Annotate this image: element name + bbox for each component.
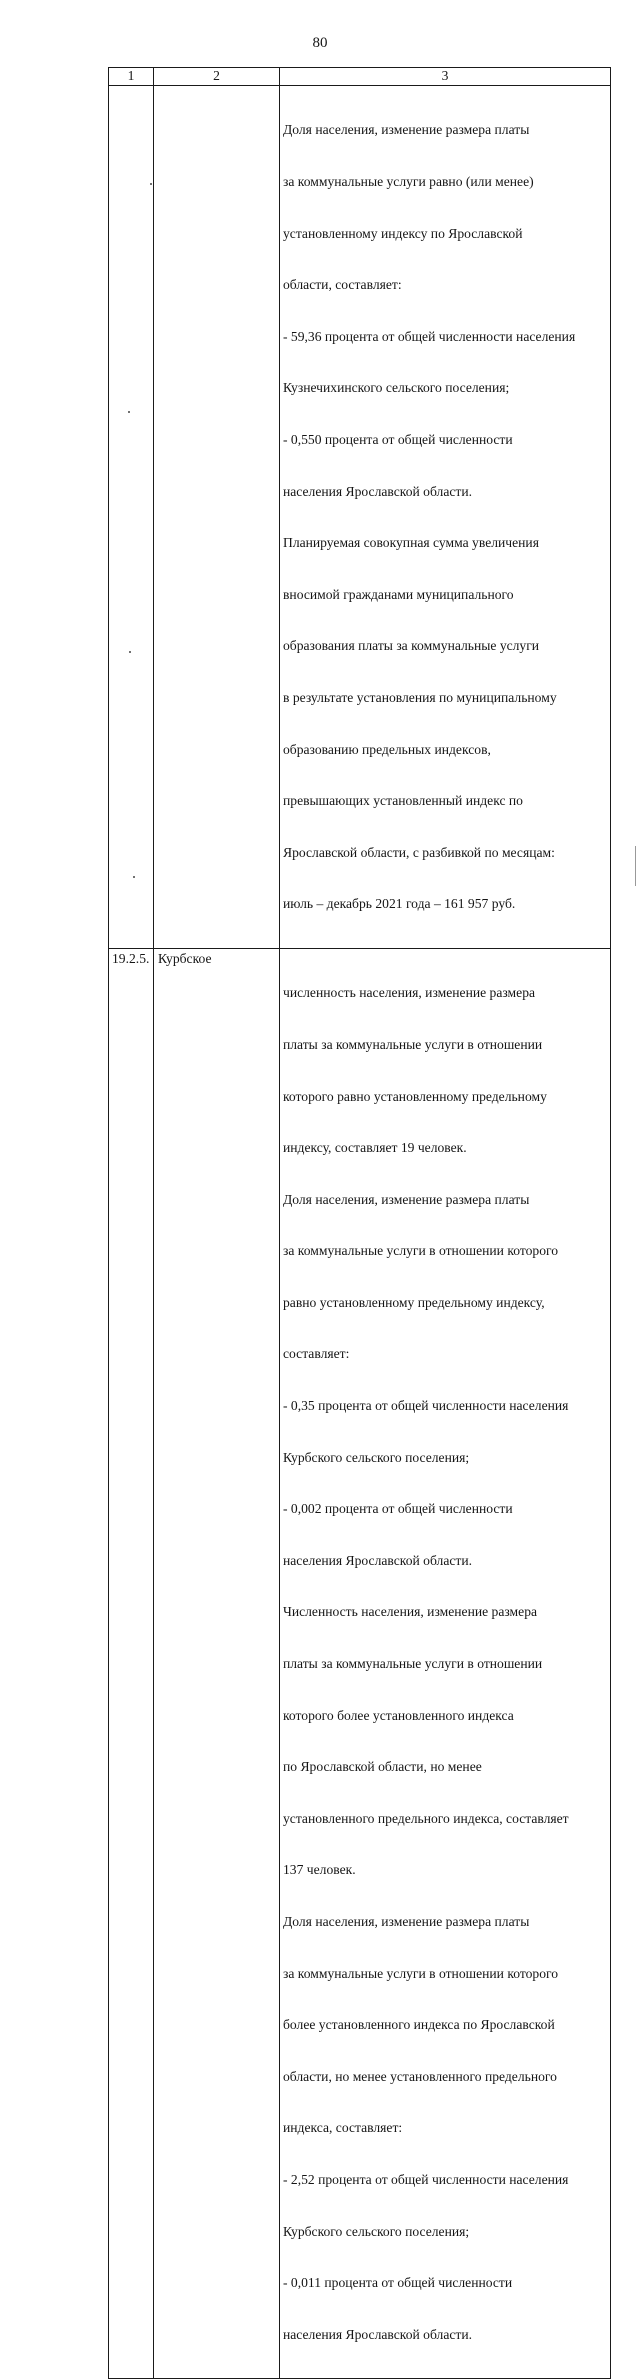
text-line: Курбского сельского поселения; [283,2223,470,2239]
text-line: в результате установления по муниципальному [283,689,557,705]
text-line: которого более установленного индекса [283,1707,514,1723]
text-line: численность населения, изменение размера [283,985,536,1001]
text-line: за коммунальные услуги в отношении которого [283,1965,559,1981]
data-table [108,67,611,2379]
text-line: за коммунальные услуги в отношении которого [283,1243,559,1259]
scan-edge-noise [635,846,636,886]
text-line: населения Ярославской области. [283,483,473,499]
text-line: которого равно установленному предельному [283,1088,547,1104]
text-line: платы за коммунальные услуги в отношении [283,1036,543,1052]
text-line: более установленного индекса по Ярославской [283,2017,555,2033]
text-line: составляет: [283,1346,350,1362]
text-line: - 2,52 процента от общей численности населения [283,2171,569,2187]
text-line: - 59,36 процента от общей численности населения [283,328,576,344]
column-header-3: 3 [280,68,611,86]
settlement-name-cell: Курбское [154,948,280,2378]
text-line: - 0,35 процента от общей численности населения [283,1398,569,1414]
table-row-kurbskoe [109,948,611,2378]
text-line: равно установленному предельному индексу, [283,1294,545,1310]
text-line: образованию предельных индексов, [283,741,491,757]
description-cell [280,948,611,2378]
text-line: платы за коммунальные услуги в отношении [283,1656,543,1672]
description-cell [280,86,611,949]
text-line: Доля населения, изменение размера платы [283,1191,530,1207]
column-header-2: 2 [154,68,280,86]
text-line: - 0,550 процента от общей численности [283,431,513,447]
text-line: индексу, составляет 19 человек. [283,1140,467,1156]
text-line: по Ярославской области, но менее [283,1759,482,1775]
row-number-cell: 19.2.5. [109,948,154,2378]
text-line: Ярославской области, с разбивкой по месяцам: [283,844,555,860]
text-line: индекса, составляет: [283,2120,403,2136]
text-line: области, составляет: [283,277,402,293]
text-line: населения Ярославской области. [283,1552,473,1568]
text-line: Планируемая совокупная сумма увеличения [283,535,539,551]
text-line: июль – декабрь 2021 года – 161 957 руб. [283,896,516,912]
text-line: установленному индексу по Ярославской [283,225,523,241]
table-header-row [109,68,611,86]
scan-speck [128,411,130,413]
text-line: области, но менее установленного предельного [283,2068,557,2084]
scan-speck [129,651,131,653]
settlement-name-cell [154,86,280,949]
text-line: 137 человек. [283,1862,356,1878]
text-line: населения Ярославской области. [283,2326,473,2342]
text-line: Доля населения, изменение размера платы [283,122,530,138]
text-line: Доля населения, изменение размера платы [283,1914,530,1929]
text-line: Численность населения, изменение размера [283,1604,538,1620]
text-line: установленного предельного индекса, составляет [283,1810,569,1826]
text-line: образования платы за коммунальные услуги [283,638,540,654]
table-row-continuation [109,86,611,949]
text-line: Курбского сельского поселения; [283,1449,470,1465]
scan-speck [150,183,152,185]
page-number: 80 [312,35,328,51]
text-line: - 0,011 процента от общей численности [283,2275,513,2291]
text-line: превышающих установленный индекс по [283,793,523,809]
row-number-cell [109,86,154,949]
text-line: Кузнечихинского сельского поселения; [283,380,510,396]
text-line: за коммунальные услуги равно (или менее) [283,174,534,189]
column-header-1: 1 [109,68,154,86]
scan-speck [133,876,135,878]
text-line: вносимой гражданами муниципального [283,586,514,602]
text-line: - 0,002 процента от общей численности [283,1501,513,1517]
